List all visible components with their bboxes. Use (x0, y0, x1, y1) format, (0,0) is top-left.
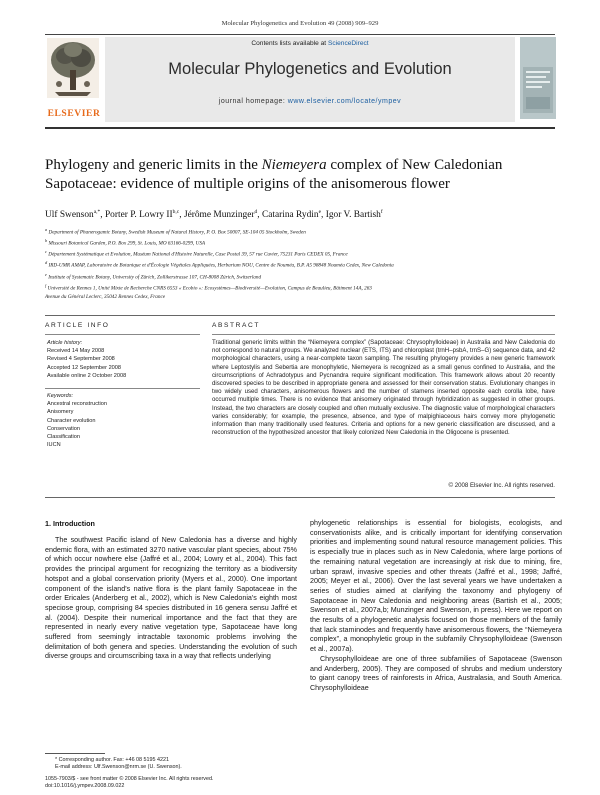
journal-title: Molecular Phylogenetics and Evolution (168, 60, 452, 78)
title-part-1: Phylogeny and generic limits in the (45, 157, 262, 173)
section-rule (45, 497, 555, 498)
keyword: Conservation (47, 425, 80, 432)
author-sup: b,c (172, 209, 180, 215)
doi-line[interactable]: doi:10.1016/j.ympev.2008.09.022 (45, 783, 125, 790)
masthead-top-rule (45, 34, 555, 35)
author-list: Ulf Swenson$^{a,*}$, Porter P. Lowry II$^{b,c}$, Jérôme Munzinger$^d$, Catarina Rydin$^e$, Igor V. Bartish$^f$ (45, 209, 383, 221)
affiliation: $^e$ Institute of Systematic Botany, University of Zürich, Zollikerstrasse 107, CH-8008 Zürich, Switzerland (45, 271, 262, 281)
author-sup: e (318, 209, 322, 215)
paragraph: phylogenetic relationships is essential for biologists, ecologists, and conservationists alike, and is critically important for identifying conservation priorities and implementing sound natural resource management policies. This is especially true in places such as in New Caledonia, where large portions of the remaining natural vegetation are increasingly at risk due to mining, fire, urban sprawl, invasive species and other threats (Jaffré et al., 1998; Jaffré, 2005; Meyer et al., 2006). Over the last several years we have undertaken a series of studies aimed at clarifying the taxonomy and phylogeny of Sapotaceae in New Caledonia and neighboring areas (Bartish et al., 2005; Swenson et al., 2007a,b; Munzinger and Swenson, in press). Here we report on the results of a phylogenetic analysis focused on those members of the family that lack staminodes and frequently have anisomerous flowers, the “Niemeyera complex”, a monophyletic group in the subfamily Chrysophylloideae (Swenson et al., 2007a). (310, 519, 562, 654)
keywords (47, 392, 197, 449)
journal-homepage (105, 98, 515, 105)
footnote-line: * Corresponding author. Fax: +46 08 5195 4221 (55, 757, 170, 763)
homepage-link[interactable]: www.elsevier.com/locate/ympev (287, 98, 402, 105)
journal-cover-icon (520, 37, 556, 119)
footnote-email[interactable]: E-mail address: Ulf.Swenson@nrm.se (U. Swenson). (55, 764, 182, 771)
section-rule (45, 315, 555, 316)
keywords-rule (45, 388, 200, 389)
keywords-heading: Keywords: (47, 393, 74, 399)
section-heading: 1. Introduction (45, 519, 95, 528)
elsevier-tree-logo-icon (47, 38, 99, 98)
contents-prefix: Contents lists available at (251, 40, 328, 47)
affiliations (45, 226, 565, 301)
left-column (45, 536, 297, 662)
history-heading: Article history: (47, 340, 83, 346)
title-part-2: complex of New Caledonian Sapotaceae: evidence of multiple origins of the anisomerous flower (45, 157, 503, 192)
abstract-label: ABSTRACT (212, 322, 260, 329)
affiliation: $^b$ Missouri Botanical Garden, P.O. Box 299, St. Louis, MO 63166-0299, USA (45, 238, 206, 247)
keyword: Classification (47, 434, 80, 441)
affiliation: $^d$ IRD-UMR AMAP, Laboratoire de Botanique et d'Écologie Végétales Appliquées, Herbarium NOU, Centre de Nouméa, B.P. A5 98848 Nouméa Cedex, New Caledonia (45, 260, 394, 270)
keyword: Ancestral reconstruction (47, 401, 108, 408)
history-item: Revised 4 September 2008 (47, 356, 115, 363)
copyright: © 2008 Elsevier Inc. All rights reserved. (448, 482, 555, 489)
article-history (47, 339, 197, 380)
author-sup: f (380, 209, 383, 215)
paragraph: Chrysophylloideae are one of three subfamilies of Sapotaceae (Swenson and Anderberg, 2005). They are composed of shrubs and medium understory to giant canopy trees of rainforests in Africa, Australasia, and South America. Chrysophylloideae (310, 654, 562, 692)
article-title (45, 156, 565, 193)
article-info-rule (45, 334, 200, 335)
author-sup: d (254, 209, 258, 215)
affiliation: Avenue du Général Leclerc, 35042 Rennes Cedex, France (45, 293, 166, 300)
homepage-prefix: journal homepage: (218, 98, 288, 105)
sciencedirect-link[interactable]: ScienceDirect (327, 40, 369, 47)
affiliation: $^c$ Département Systématique et Evolution, Muséum National d'Histoire Naturelle, Case Postal 39, 57 rue Cuvier, 75231 Paris CEDEX 05, France (45, 249, 348, 259)
keyword: Character evolution (47, 417, 96, 424)
abstract-rule (212, 334, 555, 335)
author-name[interactable]: Porter P. Lowry II (104, 210, 173, 221)
paragraph: The southwest Pacific island of New Caledonia has a diverse and highly endemic flora, with an estimated 3270 native vascular plant species, about 75% of which occur nowhere else (Jaffré et al., 2004; Lowry et al., 2004). This fact provides the principal argument for recognizing the territory as a biodiversity hotspot and a global conservation priority (Myers et al., 2000). One important component of the island's native flora is the plant family Sapotaceae in the order Ericales (Anderberg et al., 2002), which is New Caledonia's eighth most speciose group, comprising 84 species distributed in 16 genera sensu Jaffré et al. (2004). Despite their numerical importance and the fact that they are represented in nearly every native vegetation type, Sapotaceae have long suffered from seemingly intractable taxonomic problems involving the delimitation of both genera and species. Understanding the evolution of such diverse groups and circumscribing taxa in a way that reflects underlying (45, 536, 297, 661)
author-name[interactable]: Igor V. Bartish (325, 210, 381, 221)
corresponding-author-footnote (55, 757, 305, 771)
title-genus: Niemeyera (261, 157, 327, 173)
right-column (310, 519, 562, 694)
keyword: IUCN (47, 442, 61, 449)
keyword: Anisomery (47, 409, 74, 416)
publication-meta (45, 776, 345, 790)
history-item: Accepted 12 September 2008 (47, 364, 122, 371)
issn-line: 1055-7903/$ - see front matter © 2008 Elsevier Inc. All rights reserved. (45, 776, 214, 782)
author-name[interactable]: Catarina Rydin (261, 210, 319, 221)
history-item: Received 14 May 2008 (47, 348, 105, 355)
author-name[interactable]: Jérôme Munzinger (183, 210, 255, 221)
footnote-rule (45, 753, 105, 754)
contents-line (105, 40, 515, 47)
abstract-text: Traditional generic limits within the “Niemeyera complex” (Sapotaceae: Chrysophylloideae) in Australia and New Caledonia do not correspond to natural groups. We analyzed nuclear (ETS, ITS) and chloroplast (trnH–psbA, trnS–G) sequence data, and 42 morphological characters, using a near-complete taxon sampling. The resulting phylogeny provides a new generic framework where Leptostylis and Sebertia are monophyletic, Niemeyera is recognized as a small genus confined to Australia, and the circumscriptions of Achradotypus and Pycnandra require significant modification. This framework allows about 20 recently discovered species to be described in appropriate genera and assessed for their conservation status. Evolutionary changes in two widely used characters, anisomerous flowers and the number of stamens inserted opposite each corolla lobe, have occurred multiple times. There is no evidence that anisomery originated through hybridization as suggested in other groups. Instead, the two characters are closely coupled and often mutually exclusive. The diagnostic value of morphological characters varies considerably; for example, the presence, absence, and type of malpighiaceous hairs convey more phylogenetic information than many traditionally used features. Criteria and options for a new generic classification are discussed, and a reconstruction of the hypothesized ancestor that likely colonized New Caledonia in the Oligocene is presented. (212, 339, 555, 437)
history-item: Available online 2 October 2008 (47, 372, 127, 379)
author-name[interactable]: Ulf Swenson (45, 210, 94, 221)
running-head: Molecular Phylogenetics and Evolution 49 (2008) 909–929 (221, 20, 379, 27)
affiliation: $^f$ Université de Rennes 1, Unité Mixte de Recherche CNRS 6553 « Ecobio »: Ecosystèmes—Biodiversité—Evolution, Campus de Beaulieu, Bâtiment 14A, 263 (45, 282, 372, 292)
masthead-bottom-rule (45, 127, 555, 129)
publisher-name: ELSEVIER (47, 109, 101, 119)
article-info-label: ARTICLE INFO (45, 322, 110, 329)
affiliation: $^a$ Department of Phanerogamic Botany, Swedish Museum of Natural History, P. O. Box 50007, SE-104 05 Stockholm, Sweden (45, 227, 306, 236)
masthead-band (105, 37, 515, 122)
author-sup: a,* (93, 209, 101, 215)
